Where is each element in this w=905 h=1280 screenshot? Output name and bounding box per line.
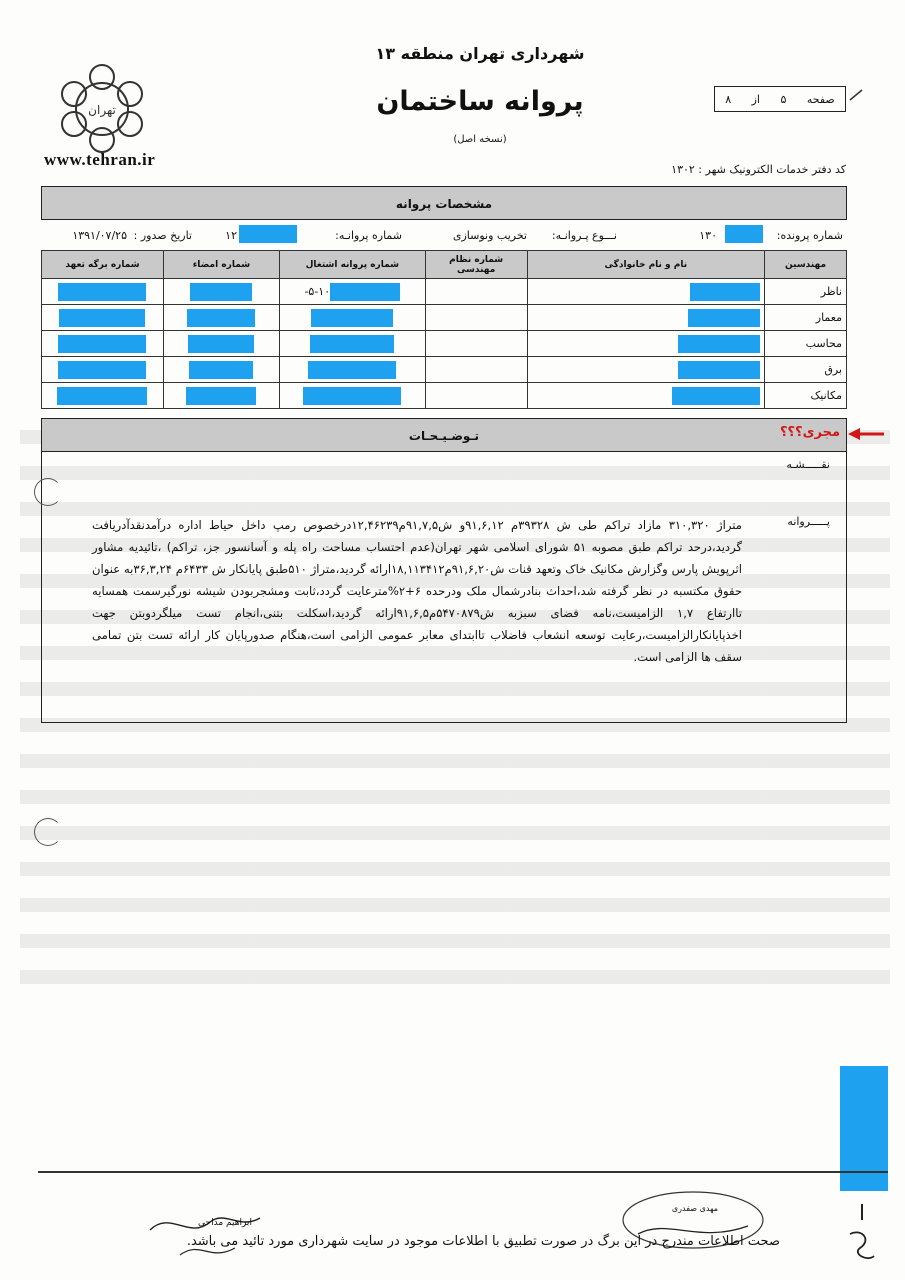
signer2-name: ابراهیم مداحی	[198, 1218, 252, 1228]
issue-date-label: تاریخ صدور :	[133, 229, 192, 242]
permit-type-label: نـــوع پـروانـه:	[551, 229, 617, 242]
license-cell	[279, 279, 425, 305]
signer1-name: مهدی صفدری	[671, 1204, 719, 1213]
pen-mark-icon	[848, 88, 864, 102]
website-url: www.tehran.ir	[44, 150, 156, 169]
license-cell	[279, 331, 425, 357]
role-cell: برق	[765, 357, 847, 383]
commitment-cell	[42, 279, 164, 305]
punch-hole	[34, 818, 62, 846]
role-cell: محاسب	[765, 331, 847, 357]
role-cell: مکانیک	[765, 383, 847, 409]
file-no-value: ۱۳۰	[699, 229, 717, 242]
table-header-row	[42, 251, 847, 279]
permit-type-value: تخریب ونوسازی	[452, 229, 527, 242]
page-indicator	[714, 86, 846, 112]
col-header: شماره پروانه اشتغال	[279, 251, 425, 279]
document-title: پروانه ساختمان	[376, 86, 584, 117]
page-label: صفحه	[806, 92, 835, 106]
notes-text: متراژ ۳۱۰,۳۲۰ مازاد تراکم طی ش ۳۹۳۲۸م ۹۱,۶,۱۲و ش۹۱,۷,۵م۱۲,۴۶۲۳۹درخصوص رمپ داخل حیاط اداره درآمدنقدآدریافت گردید،درحد تراکم طبق مصوبه ۵۱ شورای اسلامی شهر تهران(عدم احتساب مساحت راه پله و آسانسور جز، تراکم) ،تائیدیه مشاور اثرپویش پارس وگزارش مکانیک خاک وتعهد قنات ش۹۱,۶,۲۰م۱۸,۱۱۳۴۱۲ارائه گردید،متراژ ۵۱۰طبق پایانکار ش ۶۴۳۳م ۳۶,۳,۲۴به عنوان حقوق مکتسبه در نظر گرفته شد،احداث بنادرشمال ملک ودرحده ۶+۲%مترعایت گردد،ثابت ومشجربودن شیشه نورگیرسمت همسایه تاارتفاع ۱,۷ الزامیست،نامه فضای سبزبه ش۵۴۷۰۸۷۹م۹۱,۶,۵ارائه گردید،اسکلت بتنی،انجام تست میلگردوبتن جهت اخذپایانکارالزامیست،رعایت توسعه انشعاب فاضلاب تاابتدای معابر عمومی الزامی است،هنگام صدورپایان کار ارائه تست بتن تمامی سقف ها الزامی است.	[92, 518, 743, 664]
nezam-cell	[425, 279, 527, 305]
commitment-cell	[42, 305, 164, 331]
permit-no-value: ۱۲	[225, 229, 237, 242]
license-cell	[279, 383, 425, 409]
map-label: نقـــــشـه	[786, 458, 830, 471]
specs-heading: مشخصات پروانه	[41, 186, 847, 220]
signature-cell	[163, 331, 279, 357]
commitment-cell	[42, 383, 164, 409]
footer-divider	[38, 1171, 888, 1173]
role-cell: ناظر	[765, 279, 847, 305]
col-header: شماره امضاء	[163, 251, 279, 279]
punch-hole	[34, 478, 62, 506]
table-row	[42, 305, 847, 331]
signature-cell	[163, 279, 279, 305]
nezam-cell	[425, 331, 527, 357]
commitment-cell	[42, 331, 164, 357]
office-code: کد دفتر خدمات الکترونیک شهر : ۱۳۰۲	[671, 163, 846, 176]
commitment-cell	[42, 357, 164, 383]
footer-disclaimer: صحت اطلاعات مندرج در این برگ در صورت تطبیق با اطلاعات موجود در سایت شهرداری مورد تائید می باشد.	[186, 1234, 780, 1249]
name-cell	[527, 279, 765, 305]
contractor-annotation: مجری؟؟؟	[780, 425, 841, 440]
handwritten-page-number	[842, 1200, 882, 1270]
nezam-cell	[425, 305, 527, 331]
table-row	[42, 331, 847, 357]
file-no-label: شماره پرونده:	[776, 229, 843, 242]
table-row	[42, 383, 847, 409]
col-header: نام و نام خانوادگی	[527, 251, 765, 279]
nezam-cell	[425, 357, 527, 383]
issue-date-value: ۱۳۹۱/۰۷/۲۵	[72, 229, 127, 242]
license-cell	[279, 305, 425, 331]
permit-no-label: شماره پروانـه:	[335, 229, 402, 242]
permit-info-row	[41, 220, 847, 250]
page-current: ۵	[780, 92, 787, 106]
municipality-name: شهرداری تهران منطقه ۱۳	[375, 44, 585, 63]
license-cell	[279, 357, 425, 383]
table-row	[42, 279, 847, 305]
name-cell	[527, 383, 765, 409]
col-header: شماره برگه تعهد	[42, 251, 164, 279]
page-of: از	[751, 92, 760, 106]
signature-cell	[163, 383, 279, 409]
col-header: مهندسین	[765, 251, 847, 279]
engineers-table	[41, 250, 847, 409]
name-cell	[527, 357, 765, 383]
name-cell	[527, 305, 765, 331]
notes-heading: تـوضـیـحـات	[41, 418, 847, 452]
table-row	[42, 357, 847, 383]
tehran-municipality-logo	[52, 62, 152, 157]
svg-text:تهران: تهران	[88, 103, 116, 117]
col-header: شماره نظام مهندسی	[425, 251, 527, 279]
left-arrow-icon	[846, 427, 886, 441]
page-total: ۸	[725, 92, 732, 106]
copy-label: (نسخه اصل)	[453, 134, 507, 145]
nezam-cell	[425, 383, 527, 409]
name-cell	[527, 331, 765, 357]
role-cell: معمار	[765, 305, 847, 331]
permit-label: پـــــروانه	[787, 515, 830, 528]
signature-cell	[163, 305, 279, 331]
license-prefix: ۵-۱۰-	[304, 284, 331, 298]
signature-cell	[163, 357, 279, 383]
